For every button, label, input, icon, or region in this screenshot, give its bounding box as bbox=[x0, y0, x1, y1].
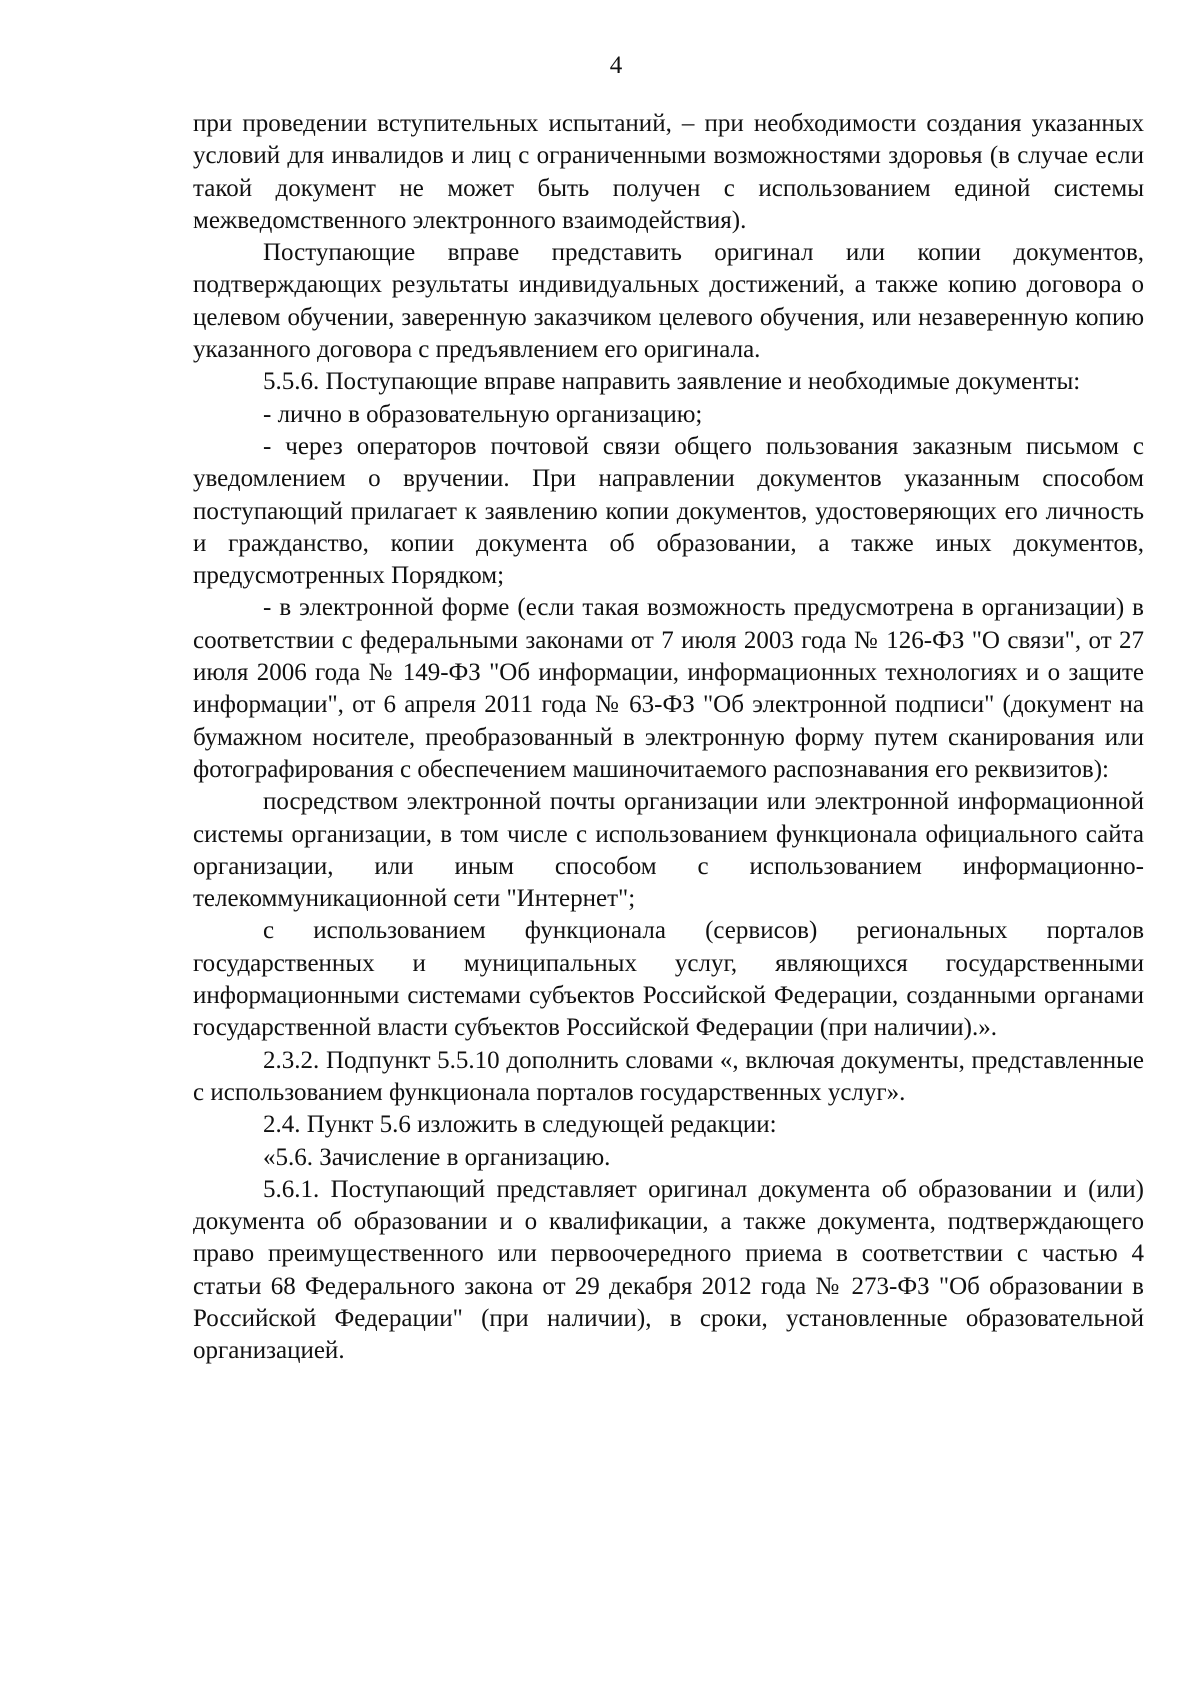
paragraph-email: посредством электронной почты организации или электронной информационной системы организации, в том числе с использованием функционала официального сайта организации, или иным способом с использованием информационно-телекоммуникационной сети "Интернет"; bbox=[193, 788, 1144, 913]
paragraph-portals: с использованием функционала (сервисов) региональных порталов государственных и муниципальных услуг, являющихся государственными информационными системами субъектов Российской Федерации, созданными органами государственной власти субъектов Российской Федерации (при наличии).». bbox=[193, 917, 1144, 1042]
paragraph-2-4: 2.4. Пункт 5.6 изложить в следующей редакции: bbox=[263, 1111, 777, 1139]
document-body bbox=[193, 108, 1144, 1368]
list-item-postal: - через операторов почтовой связи общего пользования заказным письмом с уведомлением о вручении. При направлении документов указанным способом поступающий прилагает к заявлению копии документов, удостоверяющих его личность и гражданство, копии документа об образовании, а также иных документов, предусмотренных Порядком; bbox=[193, 432, 1144, 590]
paragraph-5-6-1: 5.6.1. Поступающий представляет оригинал документа об образовании и (или) документа об образовании и о квалификации, а также документа, подтверждающего право преимущественного или первоочередного приема в соответствии с частью 4 статьи 68 Федерального закона от 29 декабря 2012 года № 273-ФЗ "Об образовании в Российской Федерации" (при наличии), в сроки, установленные образовательной организацией. bbox=[193, 1175, 1144, 1365]
list-item-electronic: - в электронной форме (если такая возможность предусмотрена в организации) в соответствии с федеральными законами от 7 июля 2003 года № 126-ФЗ "О связи", от 27 июля 2006 года № 149-ФЗ "Об информации, информационных технологиях и о защите информации", от 6 апреля 2011 года № 63-ФЗ "Об электронной подписи" (документ на бумажном носителе, преобразованный в электронную форму путем сканирования или фотографирования с обеспечением машиночитаемого распознавания его реквизитов): bbox=[193, 594, 1144, 783]
paragraph-5-6-heading: «5.6. Зачисление в организацию. bbox=[263, 1143, 611, 1171]
paragraph-5-5-6: 5.5.6. Поступающие вправе направить заявление и необходимые документы: bbox=[263, 368, 1081, 396]
paragraph-individual-achievements: Поступающие вправе представить оригинал или копии документов, подтверждающих результаты индивидуальных достижений, а также копию договора о целевом обучении, заверенную заказчиком целевого обучения, или незаверенную копию указанного договора с предъявлением его оригинала. bbox=[193, 239, 1144, 364]
page-number: 4 bbox=[609, 52, 623, 79]
paragraph-2-3-2: 2.3.2. Подпункт 5.5.10 дополнить словами «, включая документы, представленные с использованием функционала порталов государственных услуг». bbox=[193, 1046, 1144, 1106]
list-item-in-person: - лично в образовательную организацию; bbox=[263, 400, 703, 428]
paragraph-continuation: при проведении вступительных испытаний, – при необходимости создания указанных условий для инвалидов и лиц с ограниченными возможностями здоровья (в случае если такой документ не может быть получен с использованием единой системы межведомственного электронного взаимодействия). bbox=[193, 110, 1144, 234]
